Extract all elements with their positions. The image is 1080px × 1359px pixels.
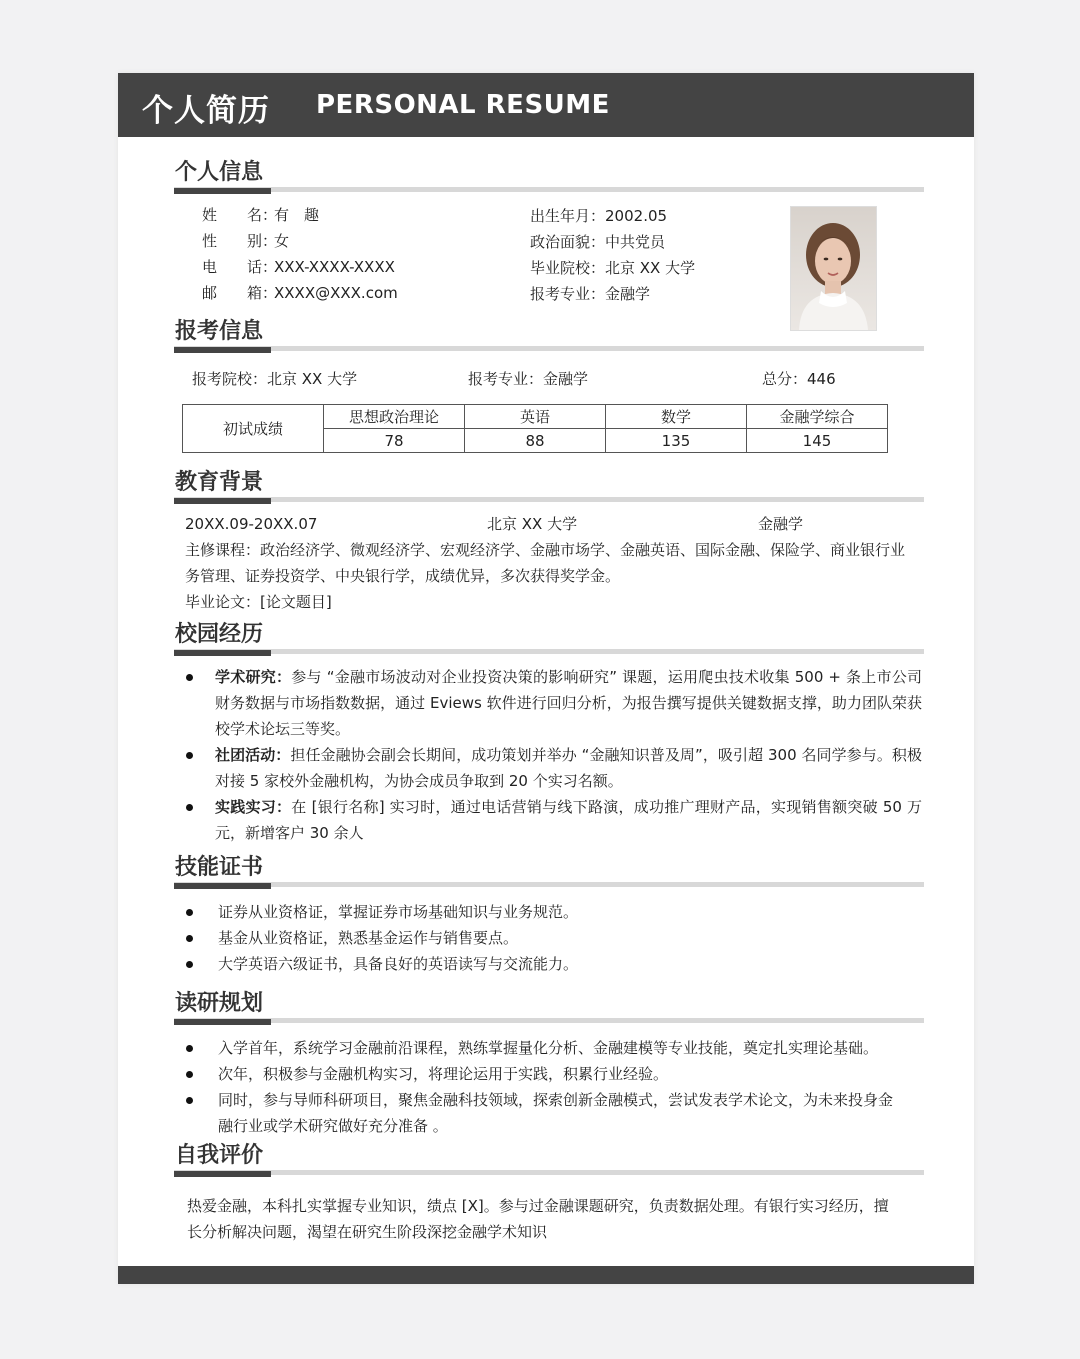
plan-item: 入学首年，系统学习金融前沿课程，熟练掌握量化分析、金融建模等专业技能，奠定扎实理论基础。	[182, 1035, 922, 1061]
score-cell: 88	[465, 429, 606, 453]
info-gender: 性 别：女	[202, 232, 290, 250]
section-divider	[174, 346, 924, 351]
header-bar	[118, 73, 974, 137]
section-title: 个人信息	[175, 160, 264, 185]
footer-bar	[118, 1266, 974, 1284]
title-cn: 个人简历	[142, 93, 270, 129]
score-cell: 135	[606, 429, 747, 453]
section-title: 校园经历	[175, 622, 264, 647]
title-en: PERSONAL RESUME	[316, 90, 610, 120]
section-exam	[174, 318, 924, 352]
bullet-icon	[186, 752, 193, 759]
section-marker	[174, 1171, 271, 1177]
score-row-label: 初试成绩	[183, 405, 324, 453]
section-personal	[174, 159, 924, 193]
edu-school: 北京 XX 大学	[487, 515, 578, 533]
exam-school: 报考院校：北京 XX 大学	[192, 370, 358, 388]
section-divider	[174, 1170, 924, 1175]
section-title: 自我评价	[175, 1143, 264, 1168]
bullet-icon	[186, 674, 193, 681]
section-plan	[174, 990, 924, 1024]
section-self	[174, 1142, 924, 1176]
campus-item: 实践实习：在 [银行名称] 实习时，通过电话营销与线下路演，成功推广理财产品，实现销售额突破 50 万元，新增客户 30 余人	[182, 794, 922, 846]
skill-item: 大学英语六级证书，具备良好的英语读写与交流能力。	[182, 951, 922, 977]
section-title: 报考信息	[175, 319, 264, 344]
section-divider	[174, 882, 924, 887]
section-title: 技能证书	[175, 855, 264, 880]
info-email: 邮 箱：XXXX@XXX.com	[202, 284, 398, 302]
info-school: 毕业院校：北京 XX 大学	[530, 259, 696, 277]
skill-item: 基金从业资格证，熟悉基金运作与销售要点。	[182, 925, 922, 951]
section-divider	[174, 1018, 924, 1023]
section-skills	[174, 854, 924, 888]
edu-major: 金融学	[758, 515, 804, 533]
bullet-icon	[186, 1045, 193, 1052]
profile-photo	[790, 206, 877, 331]
bullet-icon	[186, 935, 193, 942]
plan-item: 次年，积极参与金融机构实习，将理论运用于实践，积累行业经验。	[182, 1061, 922, 1087]
edu-courses-line2: 务管理、证券投资学、中央银行学，成绩优异，多次获得奖学金。	[185, 567, 621, 585]
self-eval-line1: 热爱金融，本科扎实掌握专业知识，绩点 [X]。参与过金融课题研究，负责数据处理。有银行实习经历，擅	[187, 1197, 889, 1215]
info-major: 报考专业：金融学	[530, 285, 651, 303]
campus-item: 社团活动：担任金融协会副会长期间，成功策划并举办 “金融知识普及周”，吸引超 300 名同学参与。积极对接 5 家校外金融机构，为协会成员争取到 20 个实习名额。	[182, 742, 922, 794]
section-marker	[174, 347, 271, 353]
bullet-icon	[186, 909, 193, 916]
score-cell: 78	[324, 429, 465, 453]
bullet-icon	[186, 1071, 193, 1078]
portrait-image	[791, 207, 876, 330]
skill-item: 证券从业资格证，掌握证券市场基础知识与业务规范。	[182, 899, 922, 925]
section-marker	[174, 650, 271, 656]
subject-cell: 英语	[465, 405, 606, 429]
section-marker	[174, 1019, 271, 1025]
score-cell: 145	[747, 429, 888, 453]
section-marker	[174, 498, 271, 504]
section-marker	[174, 188, 271, 194]
section-education	[174, 469, 924, 503]
subject-cell: 金融学综合	[747, 405, 888, 429]
subject-cell: 思想政治理论	[324, 405, 465, 429]
section-title: 读研规划	[175, 991, 264, 1016]
section-divider	[174, 497, 924, 502]
edu-courses-line1: 主修课程：政治经济学、微观经济学、宏观经济学、金融市场学、金融英语、国际金融、保险学、商业银行业	[185, 541, 906, 559]
bullet-icon	[186, 1097, 193, 1104]
section-campus	[174, 621, 924, 655]
bullet-icon	[186, 961, 193, 968]
subject-cell: 数学	[606, 405, 747, 429]
section-divider	[174, 187, 924, 192]
exam-major: 报考专业：金融学	[468, 370, 589, 388]
score-table	[182, 404, 888, 453]
plan-item: 同时，参与导师科研项目，聚焦金融科技领域，探索创新金融模式，尝试发表学术论文，为未来投身金融行业或学术研究做好充分准备 。	[182, 1087, 906, 1139]
bullet-icon	[186, 804, 193, 811]
info-name: 姓 名：有 趣	[202, 206, 320, 224]
section-title: 教育背景	[175, 470, 264, 495]
edu-period: 20XX.09-20XX.07	[185, 515, 318, 533]
info-political: 政治面貌：中共党员	[530, 233, 666, 251]
resume-page	[118, 73, 974, 1284]
edu-thesis: 毕业论文：[论文题目]	[185, 593, 332, 611]
info-birth: 出生年月：2002.05	[530, 207, 668, 225]
campus-item: 学术研究：参与 “金融市场波动对企业投资决策的影响研究” 课题，运用爬虫技术收集 500 + 条上市公司财务数据与市场指数数据，通过 Eviews 软件进行回归分析，为报告撰写提供关键数据支撑，助力团队荣获校学术论坛三等奖。	[182, 664, 922, 742]
section-marker	[174, 883, 271, 889]
self-eval-line2: 长分析解决问题，渴望在研究生阶段深挖金融学术知识	[187, 1223, 548, 1241]
section-divider	[174, 649, 924, 654]
info-phone: 电 话：XXX-XXXX-XXXX	[202, 258, 395, 276]
exam-total: 总分：446	[762, 370, 836, 388]
